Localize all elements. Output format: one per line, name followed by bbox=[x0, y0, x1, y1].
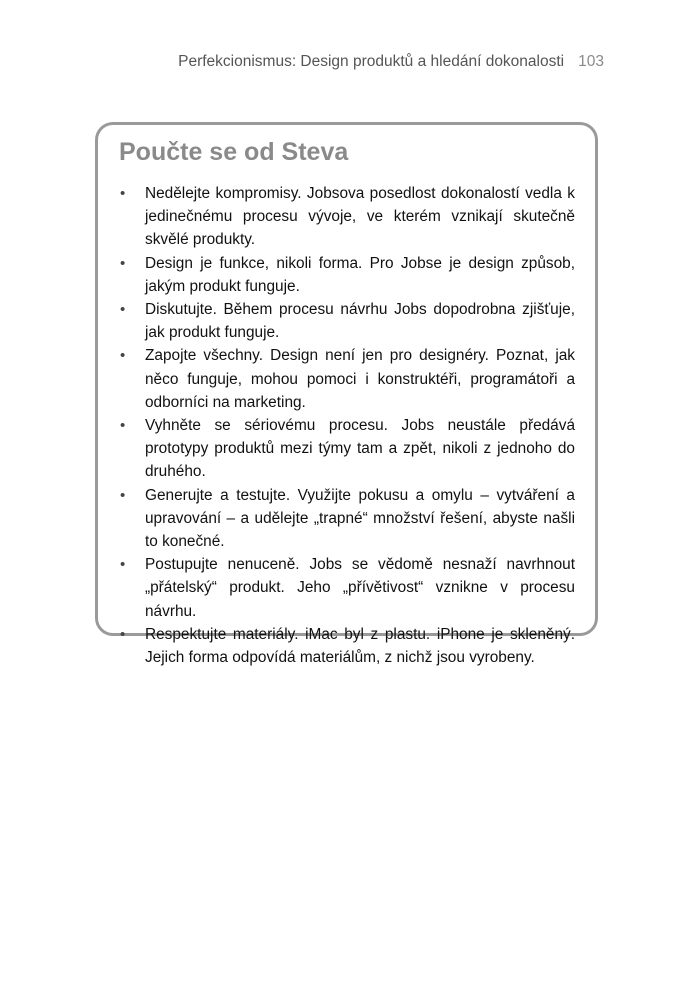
list-item bbox=[119, 344, 575, 414]
list-item-text: Design je funkce, nikoli forma. Pro Jobse je design způsob, jakým produkt funguje. bbox=[145, 254, 575, 295]
list-item bbox=[119, 252, 575, 298]
list-item bbox=[119, 623, 575, 669]
bullet-icon: • bbox=[120, 347, 126, 365]
running-header bbox=[0, 53, 604, 71]
bullet-icon: • bbox=[120, 486, 126, 504]
list-item-text: Zapojte všechny. Design není jen pro designéry. Poznat, jak něco funguje, mohou pomoci i konstruktéři, programátoři a odborníci na marketing. bbox=[145, 347, 575, 411]
bullet-icon: • bbox=[120, 185, 126, 202]
list-item bbox=[119, 553, 575, 623]
tips-box bbox=[95, 122, 598, 667]
page-number: 103 bbox=[578, 53, 604, 70]
bullet-icon: • bbox=[120, 556, 126, 574]
list-item-text: Generujte a testujte. Využijte pokusu a omylu – vytváření a upravování – a udělejte „trapné“ množství řešení, abyste našli to konečné. bbox=[145, 486, 575, 551]
list-item-text: Respektujte materiály. iMac byl z plastu. iPhone je skleněný. Jejich forma odpovídá materiálům, z nichž jsou vyrobeny. bbox=[145, 625, 575, 667]
bullet-icon: • bbox=[120, 417, 126, 435]
bullet-icon: • bbox=[120, 625, 126, 643]
list-item-text: Diskutujte. Během procesu návrhu Jobs dopodrobna zjišťuje, jak produkt funguje. bbox=[145, 301, 575, 342]
box-title: Poučte se od Steva bbox=[119, 138, 349, 166]
list-item-text: Nedělejte kompromisy. Jobsova posedlost dokonalostí vedla k jedinečnému procesu vývoje, ve kterém vznikají skutečně skvělé produkty. bbox=[145, 185, 575, 249]
list-item bbox=[119, 484, 575, 554]
list-item-text: Postupujte nenuceně. Jobs se vědomě nesnaží navrhnout „přátelský“ produkt. Jeho „přívětivost“ vznikne v procesu návrhu. bbox=[145, 556, 575, 620]
list-item-text: Vyhněte se sériovému procesu. Jobs neustále předává prototypy produktů mezi týmy tam a zpět, nikoli z jednoho do druhého. bbox=[145, 417, 575, 481]
bullet-icon: • bbox=[120, 301, 126, 319]
list-item bbox=[119, 298, 575, 344]
list-item bbox=[119, 414, 575, 484]
bullet-icon: • bbox=[120, 254, 126, 272]
list-item bbox=[119, 182, 575, 252]
running-title: Perfekcionismus: Design produktů a hledání dokonalosti bbox=[178, 53, 565, 70]
tips-list bbox=[119, 182, 575, 669]
